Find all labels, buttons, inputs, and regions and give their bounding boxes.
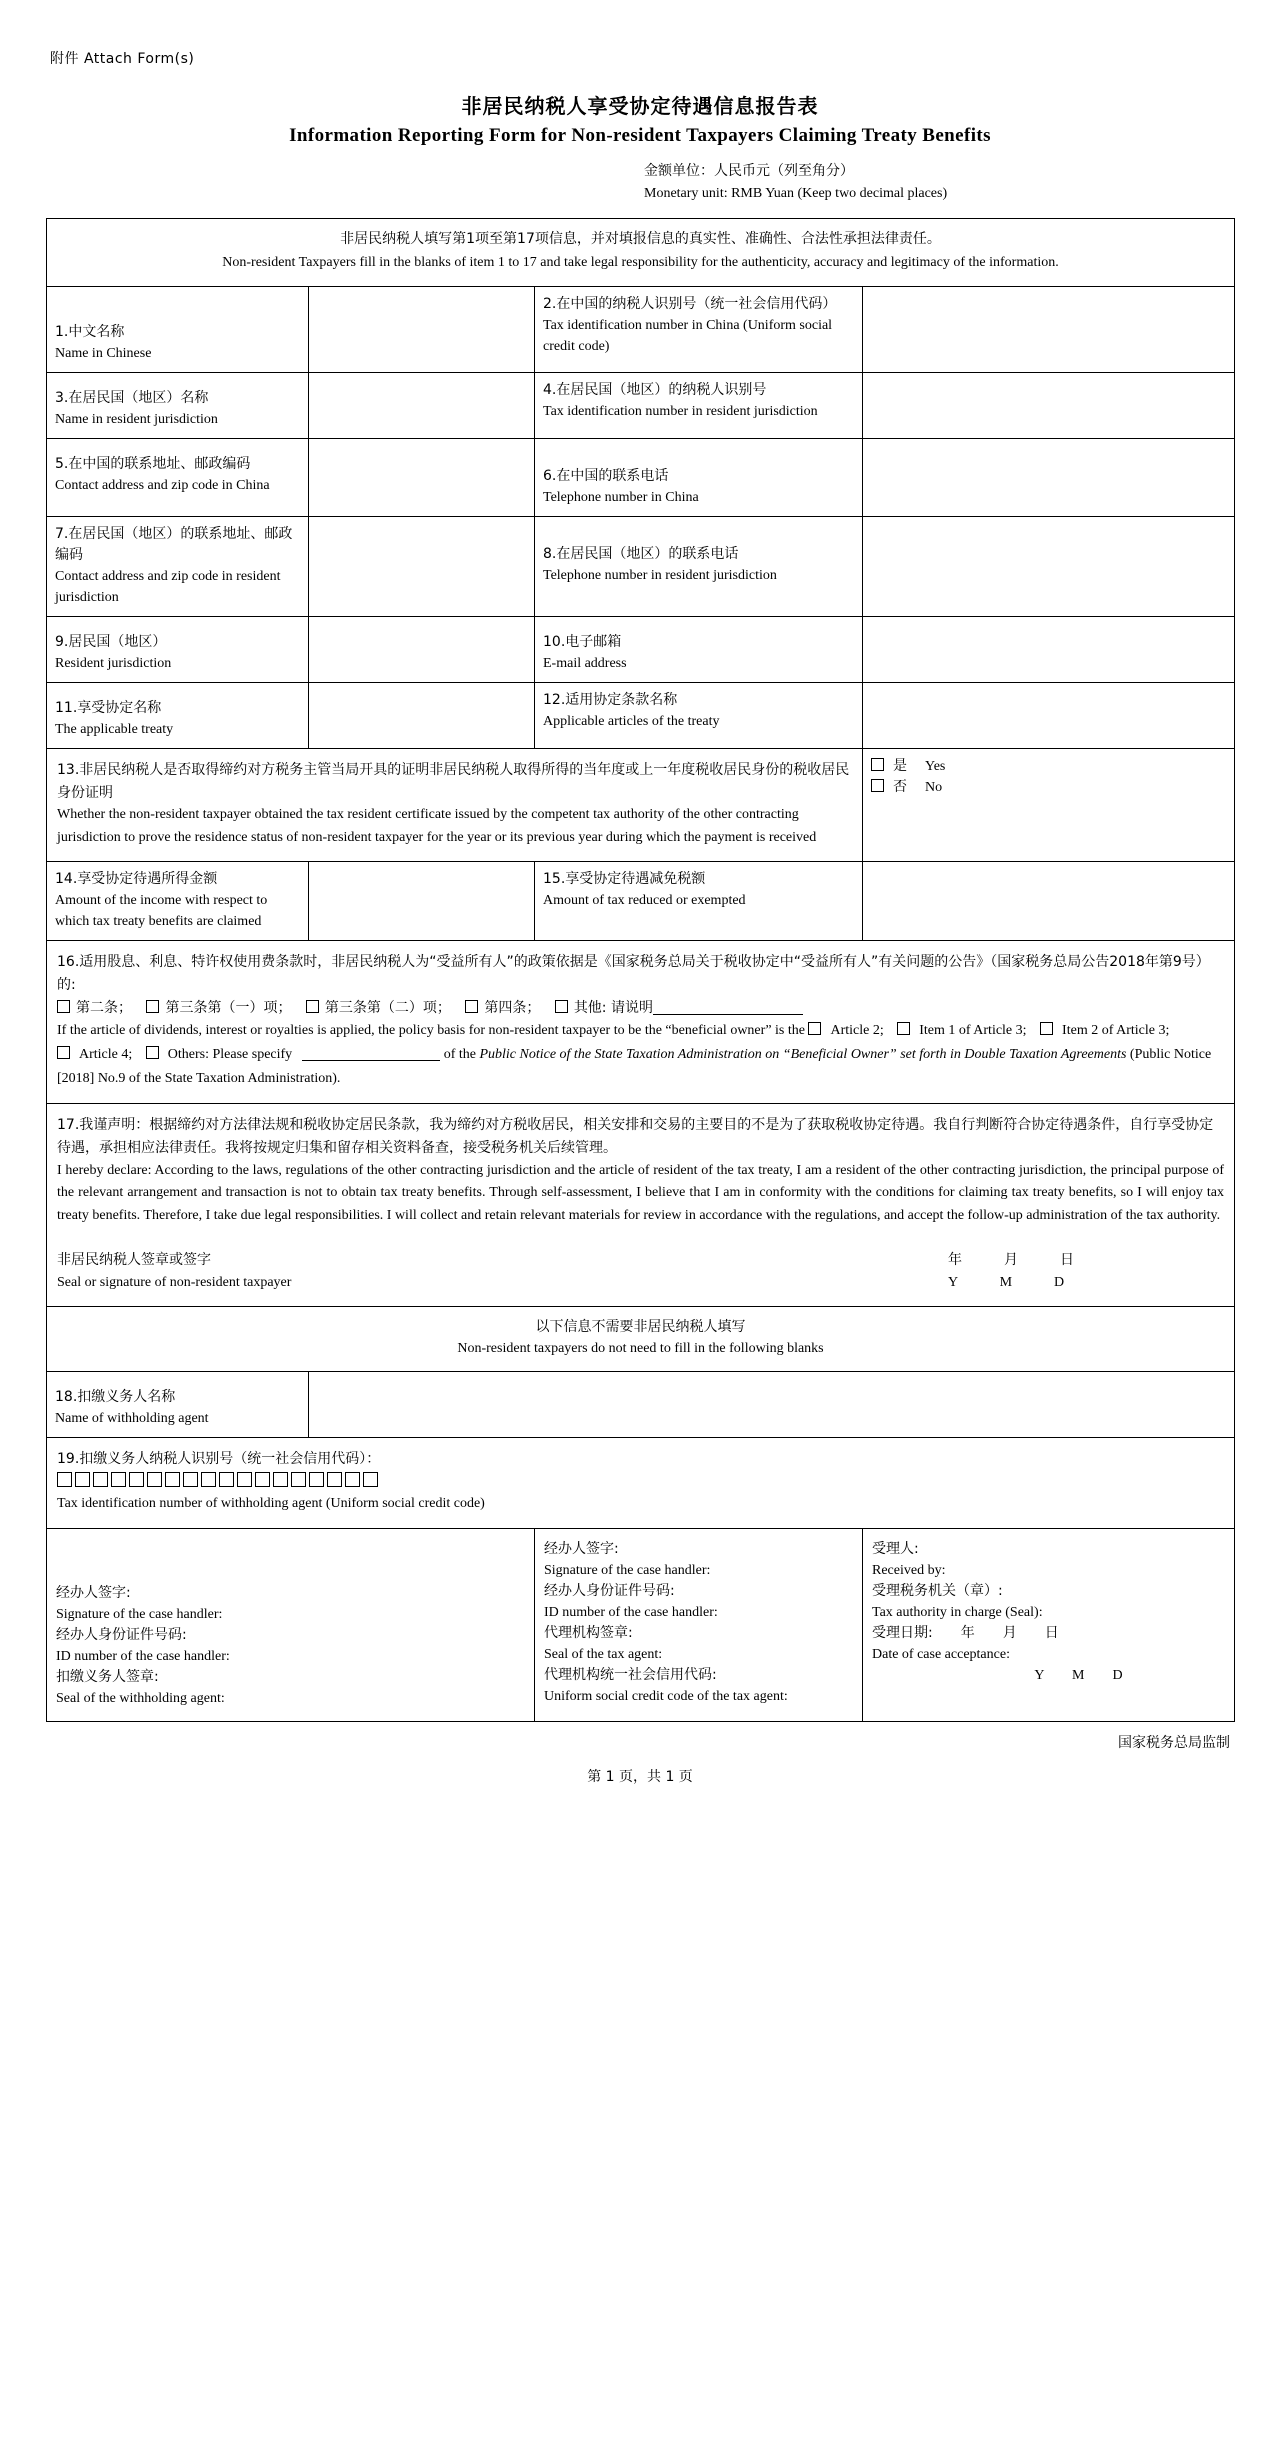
attach-label: 附件 Attach Form(s) (50, 51, 195, 67)
item-16-en-lead: If the article of dividends, interest or royalties is applied, the policy basis for non-resident taxpayer to be the “beneficial owner” is the (57, 1023, 805, 1039)
receiver-line-3: Tax authority in charge (Seal): (872, 1604, 1043, 1620)
checkbox-icon[interactable] (1040, 1022, 1053, 1035)
item-19-line (57, 1448, 1224, 1493)
item-1-label-cn: 1.中文名称 (55, 324, 125, 341)
item-7-label-cn: 7.在居民国（地区）的联系地址、邮政编码 (55, 526, 293, 564)
item-16-specify-input-cn[interactable] (653, 1014, 803, 1015)
item-9-label-cn: 9.居民国（地区） (55, 634, 167, 651)
code-box-2[interactable] (93, 1472, 108, 1487)
checkbox-icon[interactable] (871, 758, 884, 771)
receiver-line-5: Date of case acceptance: (872, 1646, 1010, 1662)
checkbox-icon[interactable] (808, 1022, 821, 1035)
code-box-1[interactable] (75, 1472, 90, 1487)
code-box-8[interactable] (201, 1472, 216, 1487)
item-7-label (47, 517, 309, 617)
item-16-option-cn-2-label: 第三条第（二）项； (324, 999, 451, 1016)
table-row (47, 1438, 1235, 1529)
item-16-option-en-2[interactable] (1040, 1023, 1169, 1038)
item-17-cell (47, 1104, 1235, 1307)
item-6-label (535, 439, 863, 517)
item-18-value[interactable] (309, 1372, 1235, 1438)
handler-left-line-4: 扣缴义务人签章: (56, 1668, 159, 1685)
code-box-13[interactable] (291, 1472, 306, 1487)
bottom-signature-row (47, 1528, 1235, 1721)
code-box-16[interactable] (345, 1472, 360, 1487)
code-box-12[interactable] (273, 1472, 288, 1487)
table-row (47, 287, 1235, 373)
table-row (47, 1372, 1235, 1438)
table-row (47, 517, 1235, 617)
notice-text-en: Non-resident Taxpayers fill in the blanks of item 1 to 17 and take legal responsibility for the authenticity, accuracy and legitimacy of the information. (222, 255, 1059, 271)
item-14-label-en: Amount of the income with respect to which tax treaty benefits are claimed (55, 893, 268, 930)
form-title-cn: 非居民纳税人享受协定待遇信息报告表 (461, 94, 819, 118)
table-row (47, 941, 1235, 1104)
code-box-9[interactable] (219, 1472, 234, 1487)
checkbox-icon[interactable] (306, 1000, 319, 1013)
item-15-label (535, 862, 863, 941)
item-16-option-cn-4[interactable] (555, 1000, 803, 1016)
item-16-option-en-2-label: Item 2 of Article 3; (1062, 1023, 1170, 1039)
notice2-text-cn: 以下信息不需要非居民纳税人填写 (535, 1319, 746, 1336)
item-5-label-en: Contact address and zip code in China (55, 478, 270, 494)
item-17-date-block[interactable] (948, 1249, 1224, 1294)
item-19-cell (47, 1438, 1235, 1529)
item-11-label-cn: 11.享受协定名称 (55, 700, 162, 717)
item-1-label (47, 287, 309, 373)
receiver-block-right[interactable] (863, 1528, 1235, 1721)
item-4-label-en: Tax identification number in resident jurisdiction (543, 404, 818, 420)
checkbox-icon[interactable] (57, 1000, 70, 1013)
item-12-label-cn: 12.适用协定条款名称 (543, 692, 678, 709)
item-16-option-cn-2[interactable] (306, 1000, 451, 1016)
item-11-value[interactable] (309, 683, 535, 749)
item-16-option-cn-1-label: 第三条第（一）项； (165, 999, 292, 1016)
item-12-label-en: Applicable articles of the treaty (543, 714, 720, 730)
code-box-11[interactable] (255, 1472, 270, 1487)
monetary-unit-cn: 金额单位：人民币元（列至角分） (644, 163, 854, 179)
item-16-option-en-0[interactable] (808, 1023, 883, 1038)
table-row (47, 683, 1235, 749)
item-11-label (47, 683, 309, 749)
item-18-label (47, 1372, 309, 1438)
item-15-value[interactable] (863, 862, 1235, 941)
item-17-date-cn: 年 月 日 (948, 1251, 1075, 1268)
item-7-label-en: Contact address and zip code in resident jurisdiction (55, 569, 281, 606)
item-3-label (47, 373, 309, 439)
agent-line-1: Signature of the case handler: (544, 1562, 711, 1578)
code-box-14[interactable] (309, 1472, 324, 1487)
notice-cell (47, 219, 1235, 287)
item-6-value[interactable] (863, 439, 1235, 517)
item-10-label-cn: 10.电子邮箱 (543, 634, 622, 651)
item-16-option-cn-3[interactable] (465, 1000, 540, 1016)
item-2-label-cn: 2.在中国的纳税人识别号（统一社会信用代码） (543, 296, 837, 313)
checkbox-icon[interactable] (871, 779, 884, 792)
agent-block-middle[interactable] (535, 1528, 863, 1721)
code-box-15[interactable] (327, 1472, 342, 1487)
checkbox-icon[interactable] (57, 1046, 70, 1059)
handler-left-line-2: 经办人身份证件号码: (56, 1626, 187, 1643)
item-19-label-cn: 19.扣缴义务人纳税人识别号（统一社会信用代码）： (57, 1451, 381, 1468)
item-8-label-cn: 8.在居民国（地区）的联系电话 (543, 546, 739, 563)
agent-line-3: ID number of the case handler: (544, 1604, 718, 1620)
page-number: 第 1 页，共 1 页 (587, 1768, 693, 1785)
code-box-7[interactable] (183, 1472, 198, 1487)
item-19-code-boxes[interactable] (57, 1474, 381, 1490)
receiver-line-2: 受理税务机关（章）: (872, 1582, 1003, 1599)
item-8-label-en: Telephone number in resident jurisdiction (543, 568, 777, 584)
checkbox-icon[interactable] (146, 1046, 159, 1059)
item-17-text-en: I hereby declare: According to the laws, regulations of the other contracting jurisdiction and the article of resident of the tax treaty, I am a resident of the other contracting jurisdiction, the principal purpose of the relevant arrangement and transaction is not to obtain tax treaty benefits. Through self-assessment, I believe that I am in conformity with the conditions for claiming tax treaty benefits, so I will enjoy tax treaty benefits. Therefore, I take due legal responsibilities. I will collect and retain relevant materials for review in accordance with the regulations, and accept the follow-up administration of the tax authority. (57, 1162, 1225, 1223)
item-4-value[interactable] (863, 373, 1235, 439)
item-5-value[interactable] (309, 439, 535, 517)
handler-left-line-0: 经办人签字: (56, 1584, 131, 1601)
checkbox-icon[interactable] (555, 1000, 568, 1013)
form-title-en: Information Reporting Form for Non-resident Taxpayers Claiming Treaty Benefits (289, 125, 991, 146)
item-16-option-cn-0[interactable] (57, 1000, 132, 1016)
table-row (47, 749, 1235, 862)
item-16-en-public-notice-title: Public Notice of the State Taxation Administration on “Beneficial Owner” set forth in Double Taxation Agreements (479, 1047, 1127, 1063)
item-16-option-en-3[interactable] (57, 1047, 132, 1062)
checkbox-icon[interactable] (146, 1000, 159, 1013)
receiver-line-4: 受理日期: 年 月 日 (872, 1624, 1059, 1641)
item-13-choice-group (863, 749, 1235, 862)
code-box-5[interactable] (147, 1472, 162, 1487)
item-13-no-option[interactable] (871, 777, 1226, 798)
item-4-label (535, 373, 863, 439)
item-14-value[interactable] (309, 862, 535, 941)
handler-left-line-1: Signature of the case handler: (56, 1606, 223, 1622)
item-5-label-cn: 5.在中国的联系地址、邮政编码 (55, 456, 251, 473)
item-17-seal-cn: 非居民纳税人签章或签字 (57, 1251, 211, 1268)
table-row (47, 617, 1235, 683)
table-row (47, 373, 1235, 439)
handler-left-line-5: Seal of the withholding agent: (56, 1690, 225, 1706)
main-form-table (46, 218, 1235, 1721)
code-box-0[interactable] (57, 1472, 72, 1487)
code-box-10[interactable] (237, 1472, 252, 1487)
item-16-option-en-1-label: Item 1 of Article 3; (919, 1023, 1027, 1039)
agent-line-7: Uniform social credit code of the tax agent: (544, 1688, 788, 1704)
item-18-label-en: Name of withholding agent (55, 1411, 209, 1427)
item-16-option-en-1[interactable] (897, 1023, 1026, 1038)
item-14-label-cn: 14.享受协定待遇所得金额 (55, 871, 218, 888)
agent-line-4: 代理机构签章: (544, 1624, 633, 1641)
item-16-text-en (57, 1019, 1224, 1091)
item-12-value[interactable] (863, 683, 1235, 749)
supervisor-note: 国家税务总局监制 (1118, 1734, 1230, 1751)
item-7-value[interactable] (309, 517, 535, 617)
item-3-label-en: Name in resident jurisdiction (55, 412, 218, 428)
item-17-signature-row (57, 1249, 1224, 1294)
item-13-label (47, 749, 863, 862)
item-2-label (535, 287, 863, 373)
item-19-label-en: Tax identification number of withholding agent (Uniform social credit code) (57, 1496, 485, 1512)
table-row (47, 862, 1235, 941)
notice2-row (47, 1307, 1235, 1372)
item-10-label-en: E-mail address (543, 656, 627, 672)
agent-line-6: 代理机构统一社会信用代码: (544, 1666, 717, 1683)
item-17-seal-block (57, 1249, 291, 1294)
item-17-date-en: Y M D (948, 1274, 1065, 1290)
item-10-label (535, 617, 863, 683)
item-16-option-en-4[interactable] (146, 1047, 292, 1062)
receiver-line-6: Y M D (1034, 1667, 1123, 1683)
item-16-en-tail-2: (Public Notice [2018] No.9 of the State Taxation Administration). (57, 1047, 1212, 1087)
item-11-label-en: The applicable treaty (55, 722, 174, 738)
item-6-label-cn: 6.在中国的联系电话 (543, 468, 669, 485)
item-5-label (47, 439, 309, 517)
item-12-label (535, 683, 863, 749)
item-16-en-tail-1: of the (443, 1047, 476, 1063)
item-1-value[interactable] (309, 287, 535, 373)
item-13-label-cn: 13.非居民纳税人是否取得缔约对方税务主管当局开具的证明非居民纳税人取得所得的当年度或上一年度税收居民身份的税收居民身份证明 (57, 762, 850, 801)
item-14-label (47, 862, 309, 941)
handler-block-left[interactable] (47, 1528, 535, 1721)
handler-left-line-3: ID number of the case handler: (56, 1648, 230, 1664)
item-2-label-en: Tax identification number in China (Uniform social credit code) (543, 318, 833, 355)
item-1-label-en: Name in Chinese (55, 346, 152, 362)
item-8-value[interactable] (863, 517, 1235, 617)
checkbox-icon[interactable] (465, 1000, 478, 1013)
item-9-label (47, 617, 309, 683)
item-13-yes-option[interactable] (871, 756, 1226, 777)
item-16-options-cn (57, 997, 1224, 1020)
item-6-label-en: Telephone number in China (543, 490, 699, 506)
item-8-label (535, 517, 863, 617)
item-17-text-cn: 17.我谨声明：根据缔约对方法律法规和税收协定居民条款，我为缔约对方税收居民，相关安排和交易的主要目的不是为了获取税收协定待遇。我自行判断符合协定待遇条件，自行享受协定待遇，承担相应法律责任。我将按规定归集和留存相关资料备查，接受税务机关后续管理。 (57, 1117, 1214, 1157)
agent-line-5: Seal of the tax agent: (544, 1646, 663, 1662)
receiver-line-0: 受理人: (872, 1540, 919, 1557)
item-3-label-cn: 3.在居民国（地区）名称 (55, 390, 209, 407)
item-16-option-cn-4-label: 其他: 请说明 (573, 999, 653, 1016)
code-box-17[interactable] (363, 1472, 378, 1487)
item-16-option-cn-1[interactable] (146, 1000, 291, 1016)
item-9-value[interactable] (309, 617, 535, 683)
item-16-option-cn-3-label: 第四条； (484, 999, 541, 1016)
table-row (47, 1104, 1235, 1307)
monetary-unit-block (46, 161, 1234, 204)
item-16-option-cn-0-label: 第二条； (76, 999, 132, 1016)
table-row (47, 439, 1235, 517)
item-2-value[interactable] (863, 287, 1235, 373)
item-13-yes-en: Yes (925, 759, 946, 775)
item-13-label-en: Whether the non-resident taxpayer obtained the tax resident certificate issued by the competent tax authority of the other contracting jurisdiction to prove the residence status of non-resident taxpayer for the year or its previous year during which the payment is received (57, 807, 817, 845)
notice2-cell (47, 1307, 1235, 1372)
item-4-label-cn: 4.在居民国（地区）的纳税人识别号 (543, 382, 767, 399)
agent-line-0: 经办人签字: (544, 1540, 619, 1557)
code-box-6[interactable] (165, 1472, 180, 1487)
item-15-label-en: Amount of tax reduced or exempted (543, 893, 746, 909)
item-10-value[interactable] (863, 617, 1235, 683)
agent-line-2: 经办人身份证件号码: (544, 1582, 675, 1599)
item-17-seal-en: Seal or signature of non-resident taxpayer (57, 1274, 292, 1290)
notice-row (47, 219, 1235, 287)
receiver-line-1: Received by: (872, 1562, 946, 1578)
notice-text-cn: 非居民纳税人填写第1项至第17项信息，并对填报信息的真实性、准确性、合法性承担法律责任。 (340, 231, 941, 248)
item-16-option-en-4-label: Others: Please specify (167, 1047, 293, 1063)
item-16-cell (47, 941, 1235, 1104)
item-16-text-cn: 16.适用股息、利息、特许权使用费条款时，非居民纳税人为“受益所有人”的政策依据是《国家税务总局关于税收协定中“受益所有人”有关问题的公告》（国家税务总局公告2018年第9号）的: (57, 954, 1210, 993)
item-18-label-cn: 18.扣缴义务人名称 (55, 1389, 176, 1406)
checkbox-icon[interactable] (897, 1022, 910, 1035)
item-3-value[interactable] (309, 373, 535, 439)
item-16-specify-input-en[interactable] (302, 1060, 440, 1061)
code-box-3[interactable] (111, 1472, 126, 1487)
item-13-no-en: No (925, 780, 943, 796)
item-16-option-en-3-label: Article 4; (79, 1047, 133, 1063)
item-16-option-en-0-label: Article 2; (830, 1023, 884, 1039)
item-13-no-cn: 否 (893, 779, 907, 796)
item-15-label-cn: 15.享受协定待遇减免税额 (543, 871, 706, 888)
code-box-4[interactable] (129, 1472, 144, 1487)
item-13-yes-cn: 是 (893, 758, 907, 775)
item-9-label-en: Resident jurisdiction (55, 656, 172, 672)
monetary-unit-en: Monetary unit: RMB Yuan (Keep two decimal places) (644, 185, 948, 201)
notice2-text-en: Non-resident taxpayers do not need to fill in the following blanks (457, 1341, 824, 1357)
